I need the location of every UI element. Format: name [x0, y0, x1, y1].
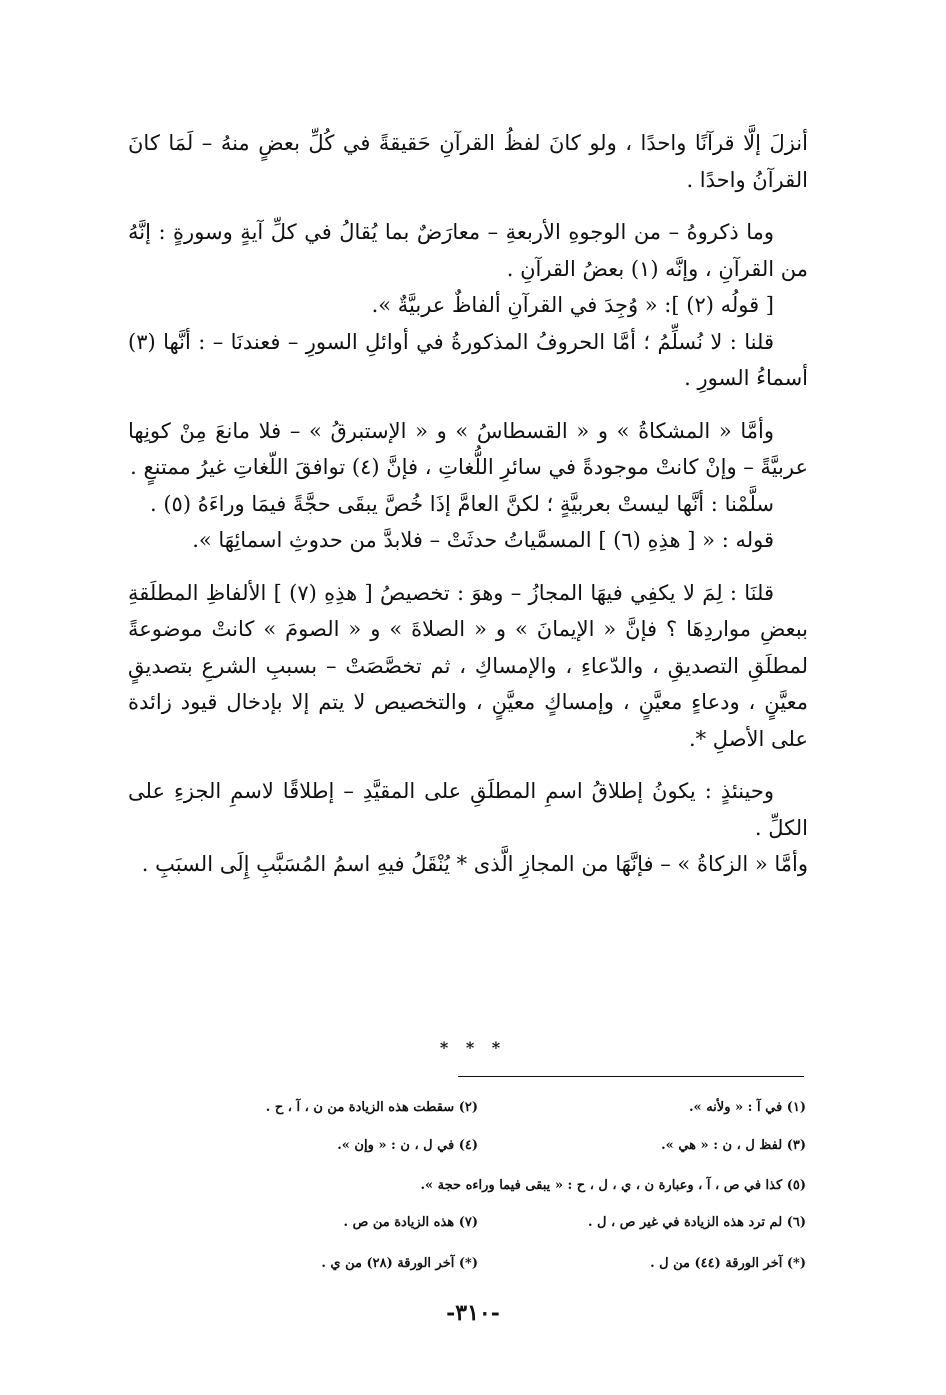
paragraph-10: وأمَّا « الزكاةُ » – فإنَّهَا من المجازِ الَّذى * يُنْقَلُ فيهِ اسمُ المُسَبَّبِ إِلَى السبَبِ .	[141, 852, 808, 876]
paragraph-4: قلنا : لا نُسلِّمُ ؛ أمَّا الحروفُ المذكورةُ في أوائلِ السورِ – فعندنَا – : أنَّها (٣) أسماءُ السورِ .	[128, 329, 808, 390]
footnote-row	[126, 1215, 806, 1239]
page-number: -٣١٠-	[446, 1300, 500, 1326]
footnote-row	[126, 1256, 806, 1280]
footnote-folio-y: (*) آخر الورقة (٢٨) من ي .	[321, 1256, 478, 1271]
paragraph-2: وما ذكروهُ – من الوجوهِ الأربعةِ – معارَضٌ بما يُقالُ في كلِّ آيةٍ وسورةٍ : إنَّهُ من القرآنِ ، وإنَّه (١) بعضُ القرآنِ .	[128, 220, 808, 281]
footnote-4: (٤) في ل ، ن : « وإن ».	[337, 1138, 478, 1153]
paragraph-8: قلنَا : لِمَ لا يكفِي فيهَا المجازُ – وهوَ : تخصيصُ [ هذِهِ (٧) ] الألفاظِ المطلَقةِ ببعضِ مواردِهَا ؟ فإنَّ « الإيمانَ » و « الصلاةَ » و « الصومَ » كانتْ موضوعةً لمطلَقِ التصديقِ ، والدّعاءِ ، والإمساكِ ، ثم تخصَّصَتْ – بسببِ الشرعِ بتصديقٍ معيَّنٍ ، ودعاءٍ معيَّنٍ ، وإمساكٍ معيَّنٍ ، والتخصيص لا يتم إلا بإدخال قيود زائدة على الأصلِ *.	[128, 580, 808, 751]
paragraph-5: وأمَّا « المشكاةُ » و « القسطاسُ » و « الإستبرقُ » – فلا مانعَ مِنْ كونِها عربيَّةً – وإنْ كانتْ موجودةً في سائرِ اللُّغاتِ ، فإنَّ (٤) توافقَ اللّغاتِ غيرُ ممتنعٍ .	[128, 418, 808, 479]
footnote-1: (١) في آ : « ولأنه ».	[689, 1100, 806, 1115]
paragraph-7: قوله : « [ هذِهِ (٦) ] المسمَّياتُ حدثَتْ – فلابدَّ من حدوثِ اسمائِهَا ».	[192, 528, 774, 552]
footnote-3: (٣) لفظ ل ، ن : « هي ».	[661, 1138, 806, 1153]
footnote-7: (٧) هذه الزيادة من ص .	[343, 1215, 478, 1230]
footnote-row	[126, 1100, 806, 1124]
footnote-5: (٥) كذا في ص ، آ ، وعبارة ن ، ي ، ل ، ح : « يبقى فيما وراءه حجة ».	[420, 1178, 806, 1193]
paragraph-9: وحينئذٍ : يكونُ إطلاقُ اسمِ المطلَقِ على المقيَّدِ – إطلاقًا لاسمِ الجزءِ على الكلِّ .	[128, 779, 808, 840]
main-text	[128, 125, 808, 883]
paragraph-6: سلَّمْنا : أنَّها ليستْ بعربيَّةٍ ؛ لكنَّ العامَّ إذَا خُصَّ يبقَى حجَّةً فيمَا وراءَهُ (٥) .	[150, 491, 774, 516]
footnote-row	[126, 1138, 806, 1162]
footnote-folio-l: (*) آخر الورقة (٤٤) من ل .	[650, 1256, 806, 1271]
footnote-6: (٦) لم ترد هذه الزيادة في غير ص ، ل .	[588, 1215, 806, 1230]
footnote-2: (٢) سقطت هذه الزيادة من ن ، آ ، ح .	[265, 1100, 478, 1115]
section-divider-stars: * * *	[439, 1038, 507, 1057]
footnote-separator	[458, 1076, 804, 1077]
paragraph-3: [ قولُه (٢) ]: « وُجِدَ في القرآنِ ألفاظٌ عربيَّةٌ ».	[371, 293, 774, 317]
footnote-row	[126, 1178, 806, 1202]
paragraph-1: أنزلَ إلَّا قرآنًا واحدًا ، ولو كانَ لفظُ القرآنِ حَقيقةً في كُلِّ بعضٍ منهُ – لَمَا كانَ القرآنُ واحدًا .	[128, 131, 808, 192]
